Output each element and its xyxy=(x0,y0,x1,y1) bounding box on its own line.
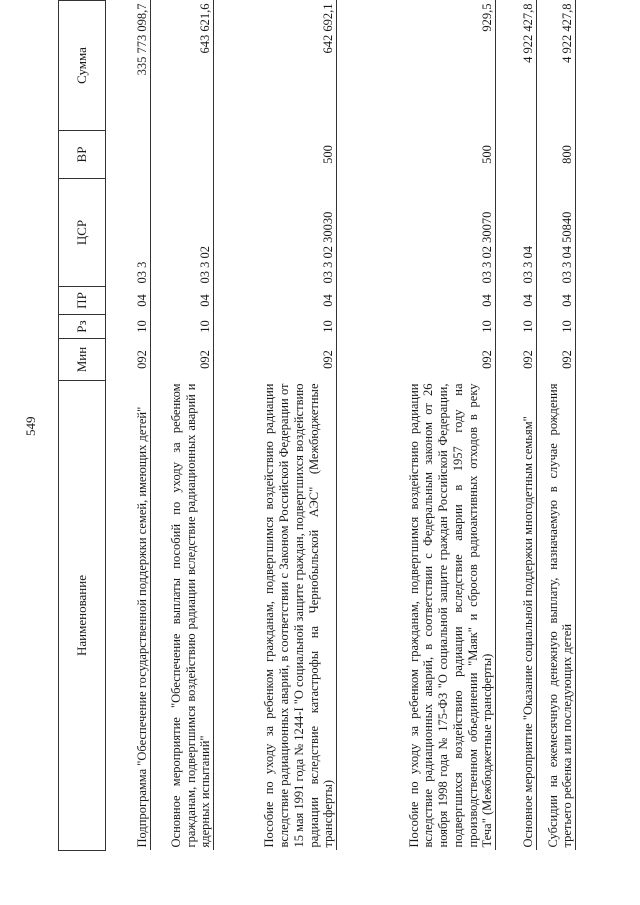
row-sum: 642 692,1 xyxy=(214,1,337,131)
row-sum: 4 922 427,8 xyxy=(496,1,537,131)
header-rz: Рз xyxy=(59,315,106,339)
row-sum: 335 773 098,7 xyxy=(106,1,151,131)
row-rz: 10 xyxy=(337,315,496,339)
row-pr: 04 xyxy=(151,287,214,315)
table-row xyxy=(151,1,214,851)
row-min: 092 xyxy=(537,339,576,381)
header-name: Наименование xyxy=(59,381,106,851)
row-name: Субсидии на ежемесячную денежную выплату, назначаемую в случае рождения третьего ребенка или последующих детей xyxy=(537,381,576,851)
row-vr: 500 xyxy=(214,131,337,179)
row-rz: 10 xyxy=(106,315,151,339)
table-row xyxy=(106,1,151,851)
row-name: Основное мероприятие "Обеспечение выплаты пособий по уходу за ребенком гражданам, подвергшимся воздействию радиации вследствие радиационных аварий и ядерных испытаний" xyxy=(151,381,214,851)
header-csr: ЦСР xyxy=(59,179,106,287)
row-rz: 10 xyxy=(496,315,537,339)
row-rz: 10 xyxy=(151,315,214,339)
row-min: 092 xyxy=(496,339,537,381)
row-min: 092 xyxy=(106,339,151,381)
header-vr: ВР xyxy=(59,131,106,179)
budget-table xyxy=(58,0,576,851)
row-sum: 929,5 xyxy=(337,1,496,131)
row-csr: 03 3 xyxy=(106,179,151,287)
row-rz: 10 xyxy=(214,315,337,339)
page-number: 549 xyxy=(23,416,38,436)
table-row xyxy=(337,1,496,851)
row-csr: 03 3 04 50840 xyxy=(537,179,576,287)
table-row xyxy=(537,1,576,851)
row-vr xyxy=(496,131,537,179)
row-pr: 04 xyxy=(214,287,337,315)
header-pr: ПР xyxy=(59,287,106,315)
rotated-page-content xyxy=(58,1,640,851)
row-sum: 4 922 427,8 xyxy=(537,1,576,131)
row-vr: 500 xyxy=(337,131,496,179)
row-min: 092 xyxy=(214,339,337,381)
table-row xyxy=(214,1,337,851)
row-csr: 03 3 02 30070 xyxy=(337,179,496,287)
row-min: 092 xyxy=(151,339,214,381)
row-csr: 03 3 04 xyxy=(496,179,537,287)
header-sum: Сумма xyxy=(59,1,106,131)
row-csr: 03 3 02 xyxy=(151,179,214,287)
row-name: Пособие по уходу за ребенком гражданам, подвергшимся воздействию радиации вследствие радиационных аварий, в соответствии с Законом Российской Федерации от 15 мая 1991 года № 1244-I "О социальной защите граждан, подвергшихся воздействию радиации вследствие катастрофы на Чернобыльской АЭС" (Межбюджетные трансферты) xyxy=(214,381,337,851)
row-pr: 04 xyxy=(337,287,496,315)
table-row xyxy=(496,1,537,851)
row-vr xyxy=(106,131,151,179)
row-csr: 03 3 02 30030 xyxy=(214,179,337,287)
table-header-row xyxy=(59,1,106,851)
row-rz: 10 xyxy=(537,315,576,339)
row-pr: 04 xyxy=(537,287,576,315)
row-sum: 643 621,6 xyxy=(151,1,214,131)
row-pr: 04 xyxy=(106,287,151,315)
row-pr: 04 xyxy=(496,287,537,315)
row-name: Подпрограмма "Обеспечение государственной поддержки семей, имеющих детей" xyxy=(106,381,151,851)
row-name: Основное мероприятие "Оказание социальной поддержки многодетным семьям" xyxy=(496,381,537,851)
row-name: Пособие по уходу за ребенком гражданам, подвергшимся воздействию радиации вследствие радиационных аварий, в соответствии с Федеральным законом от 26 ноября 1998 года № 175-ФЗ "О социальной защите граждан Российской Федерации, подвергшихся воздействию радиации вследствие аварии в 1957 году на производственном объединении "Маяк" и сбросов радиоактивных отходов в реку Теча" (Межбюджетные трансферты) xyxy=(337,381,496,851)
row-min: 092 xyxy=(337,339,496,381)
header-min: Мин xyxy=(59,339,106,381)
row-vr xyxy=(151,131,214,179)
row-vr: 800 xyxy=(537,131,576,179)
